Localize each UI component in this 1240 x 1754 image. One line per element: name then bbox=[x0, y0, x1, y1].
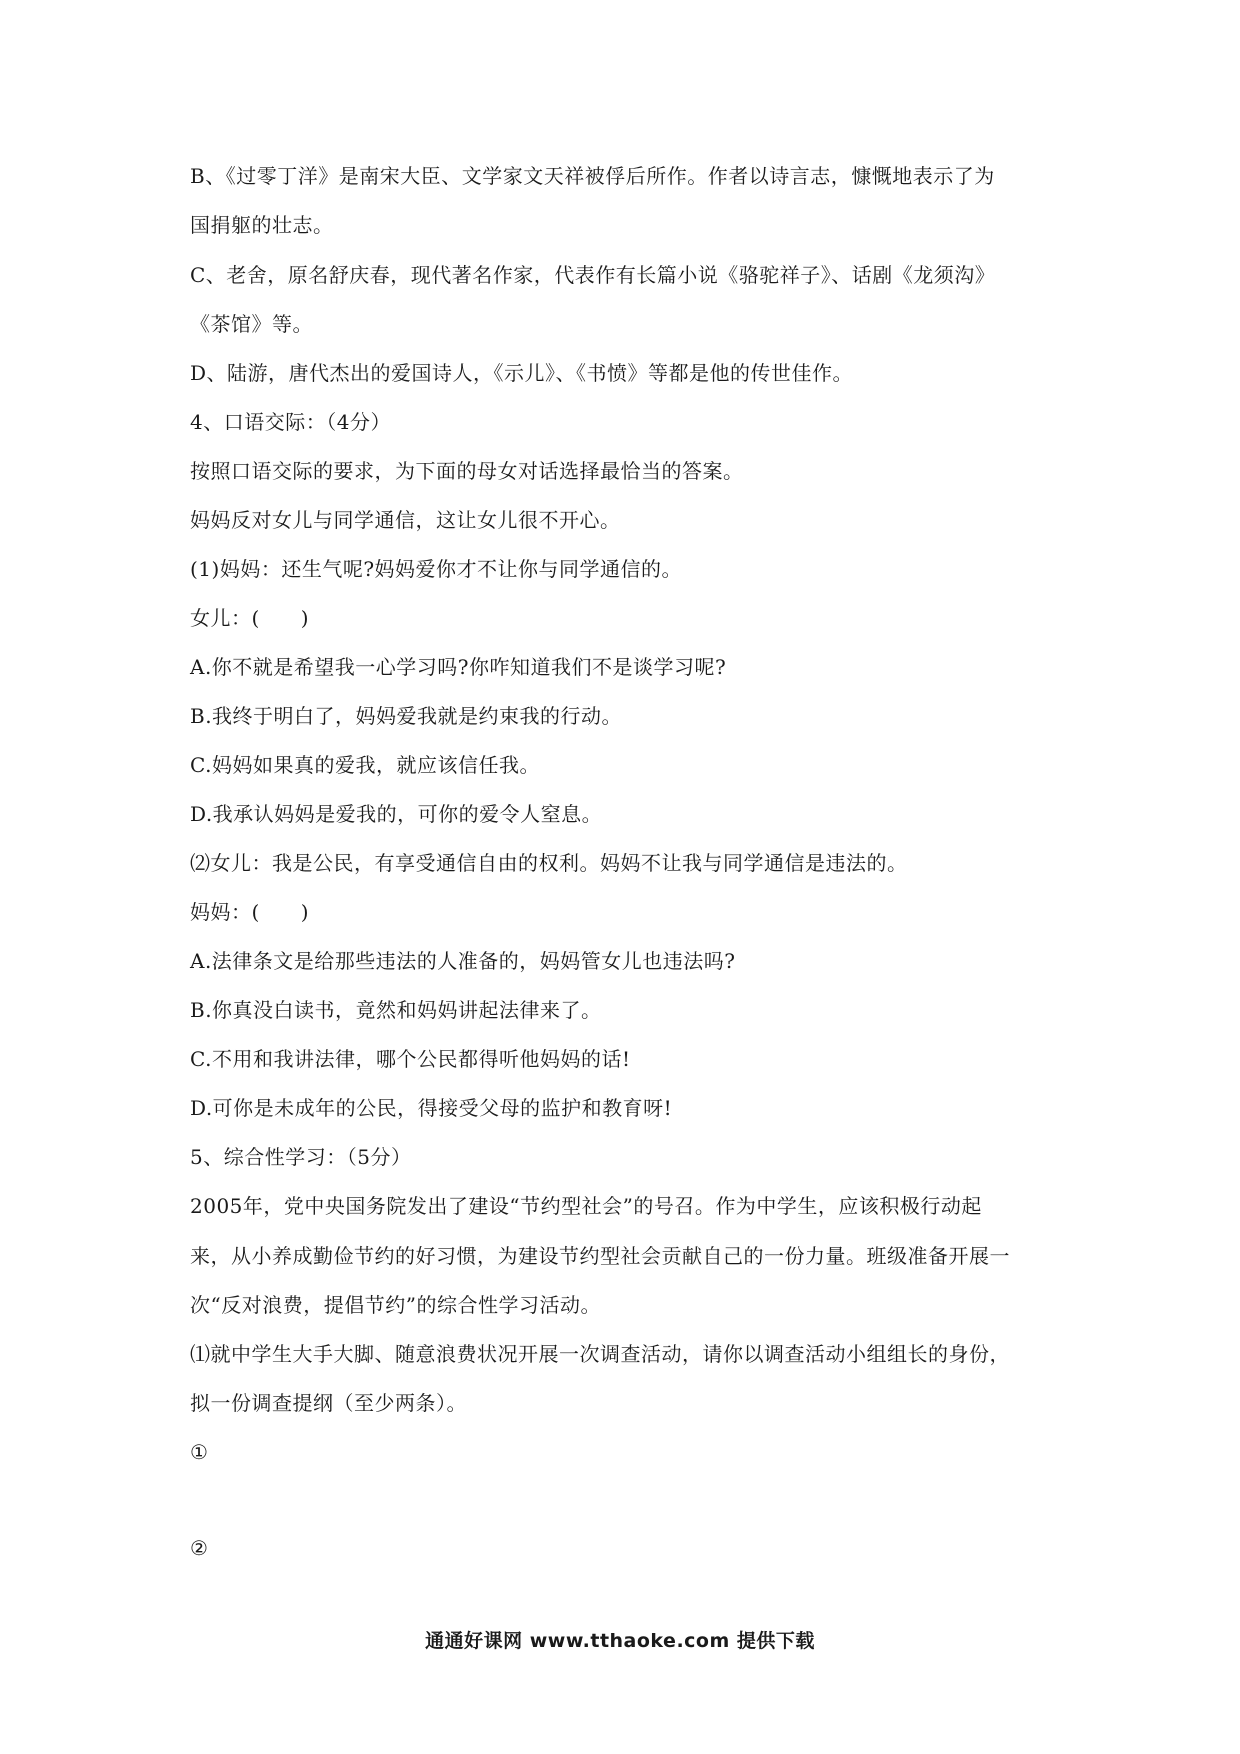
text-line: 国捐躯的壮志。 bbox=[190, 213, 334, 237]
question-line: ⑴就中学生大手大脚、随意浪费状况开展一次调查活动，请你以调查活动小组组长的身份， bbox=[190, 1342, 1010, 1366]
text-line: 妈妈反对女儿与同学通信，这让女儿很不开心。 bbox=[190, 508, 621, 532]
text-line: 拟一份调查提纲（至少两条）。 bbox=[190, 1391, 467, 1415]
question-line: (1)妈妈：还生气呢?妈妈爱你才不让你与同学通信的。 bbox=[190, 557, 683, 581]
option-d: D.可你是未成年的公民，得接受父母的监护和教育呀! bbox=[190, 1096, 673, 1120]
answer-blank: 女儿：( ) bbox=[190, 606, 310, 630]
text-line: D、陆游，唐代杰出的爱国诗人，《示儿》、《书愤》等都是他的传世佳作。 bbox=[190, 361, 854, 385]
text-line: 来，从小养成勤俭节约的好习惯，为建设节约型社会贡献自己的一份力量。班级准备开展一 bbox=[190, 1244, 1010, 1268]
option-b: B.我终于明白了，妈妈爱我就是约束我的行动。 bbox=[190, 704, 623, 728]
text-line: 按照口语交际的要求，为下面的母女对话选择最恰当的答案。 bbox=[190, 459, 744, 483]
answer-marker-1: ① bbox=[190, 1440, 209, 1464]
option-d: D.我承认妈妈是爱我的，可你的爱令人窒息。 bbox=[190, 802, 603, 826]
option-a: A.法律条文是给那些违法的人准备的，妈妈管女儿也违法吗? bbox=[190, 949, 736, 973]
answer-marker-2: ② bbox=[190, 1536, 209, 1560]
option-a: A.你不就是希望我一心学习吗?你咋知道我们不是谈学习呢? bbox=[190, 655, 727, 679]
section-heading: 5、综合性学习：（5分） bbox=[190, 1145, 412, 1169]
question-line: ⑵女儿：我是公民，有享受通信自由的权利。妈妈不让我与同学通信是违法的。 bbox=[190, 851, 908, 875]
text-line: 次“反对浪费，提倡节约”的综合性学习活动。 bbox=[190, 1293, 601, 1317]
page-footer: 通通好课网 www.tthaoke.com 提供下载 bbox=[425, 1630, 815, 1652]
text-line: 2005年，党中央国务院发出了建设“节约型社会”的号召。作为中学生，应该积极行动起 bbox=[190, 1194, 982, 1218]
text-line: B、《过零丁洋》是南宋大臣、文学家文天祥被俘后所作。作者以诗言志，慷慨地表示了为 bbox=[190, 164, 995, 188]
answer-blank: 妈妈：( ) bbox=[190, 900, 310, 924]
section-heading: 4、口语交际：（4分） bbox=[190, 410, 391, 434]
option-c: C.妈妈如果真的爱我，就应该信任我。 bbox=[190, 753, 540, 777]
option-b: B.你真没白读书，竟然和妈妈讲起法律来了。 bbox=[190, 998, 602, 1022]
text-line: 《茶馆》等。 bbox=[190, 312, 313, 336]
text-line: C、老舍，原名舒庆春，现代著名作家，代表作有长篇小说《骆驼祥子》、话剧《龙须沟》 bbox=[190, 263, 996, 287]
option-c: C.不用和我讲法律，哪个公民都得听他妈妈的话! bbox=[190, 1047, 631, 1071]
